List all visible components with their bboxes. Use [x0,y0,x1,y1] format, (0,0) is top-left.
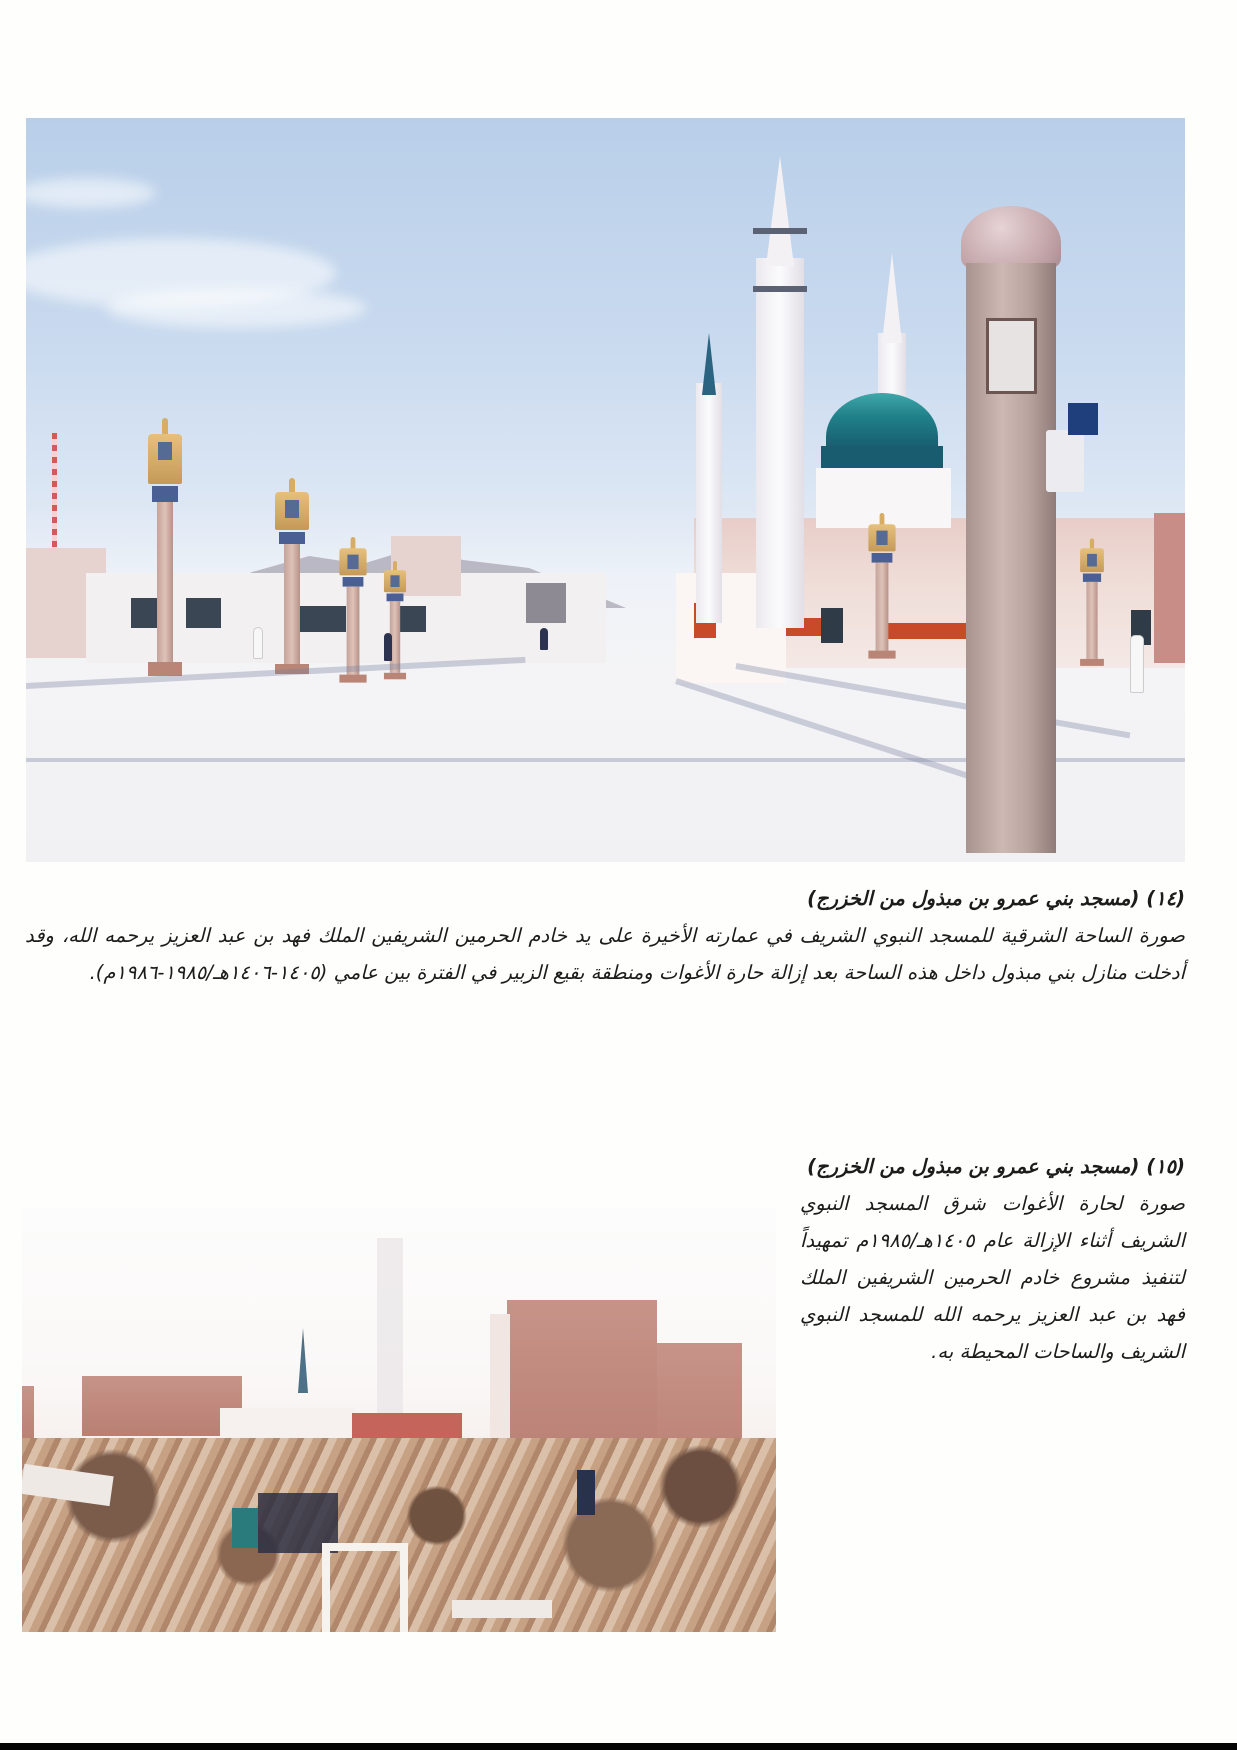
person [384,633,392,661]
person [254,628,262,658]
scanner-edge-band [0,1743,1237,1750]
white-slab [452,1600,552,1618]
figure-14-body: صورة الساحة الشرقية للمسجد النبوي الشريف في عمارته الأخيرة على يد خادم الحرمين الشريفين الملك فهد بن عبد العزيز يرحمه الله، وقد أدخلت منازل بني مبذول داخل هذه الساحة بعد إزالة حارة الأغوات ومنطقة بقيع الزبير في الفترة بين عامي (١٤٠٥-١٤٠٦هـ/١٩٨٥-١٩٨٦م). [25,924,1185,984]
building [526,583,566,623]
figure-15-body: صورة لحارة الأغوات شرق المسجد النبوي الشريف أثناء الإزالة عام ١٤٠٥هـ/١٩٨٥م تمهيداً لتنفيذ مشروع خادم الحرمين الشريفين الملك فهد بن عبد العزيز يرحمه الله للمسجد النبوي الشريف والساحات المحيطة به. [800,1192,1186,1363]
minaret-spire-blue [298,1328,308,1393]
person [540,628,548,650]
floor-stripe [735,663,1130,738]
green-dome-drum [821,446,943,468]
cloud [26,178,156,208]
green-dome [826,393,938,448]
figure-15-title: (١٥) (مسجد بني عمرو بن مبذول من الخزرج) [807,1155,1185,1178]
photo-prophets-mosque-east-plaza [26,118,1185,862]
photo-haret-al-aghawat-demolition [22,1208,776,1632]
lamp-post [873,513,891,673]
minaret [756,258,804,628]
minaret-spire [882,253,902,343]
cloud [106,288,366,328]
mosque-tower [1154,513,1185,663]
white-doorframe [322,1543,408,1632]
person [1131,636,1143,692]
lamp-post [281,478,303,778]
floor-stripe [675,678,1000,789]
figure-14-caption [25,880,1185,991]
pillar-cap [961,206,1061,268]
minaret [696,383,722,623]
pillar-speaker [986,318,1037,394]
minaret-gallery [753,286,807,292]
teal-tank [232,1508,258,1548]
mosque-windows-red [881,623,969,639]
dark-opening [577,1470,595,1515]
lamp-post [388,561,402,691]
building-window [296,606,346,632]
brick-building [82,1376,242,1436]
minaret-spire [766,156,794,266]
figure-15-caption [800,1148,1185,1370]
pillar-bracket [1046,430,1084,492]
mosque-door [821,608,843,643]
minaret-spire-blue [702,333,716,395]
minaret-gallery [753,228,807,234]
lamp-post [344,537,362,729]
figure-14-title: (١٤) (مسجد بني عمرو بن مبذول من الخزرج) [807,887,1185,910]
minaret-faint [377,1238,403,1418]
brick-building [22,1386,34,1446]
lamp-post [1084,539,1099,672]
blue-sign [1068,403,1098,435]
lamp-post [154,418,176,778]
building-window [186,598,221,628]
